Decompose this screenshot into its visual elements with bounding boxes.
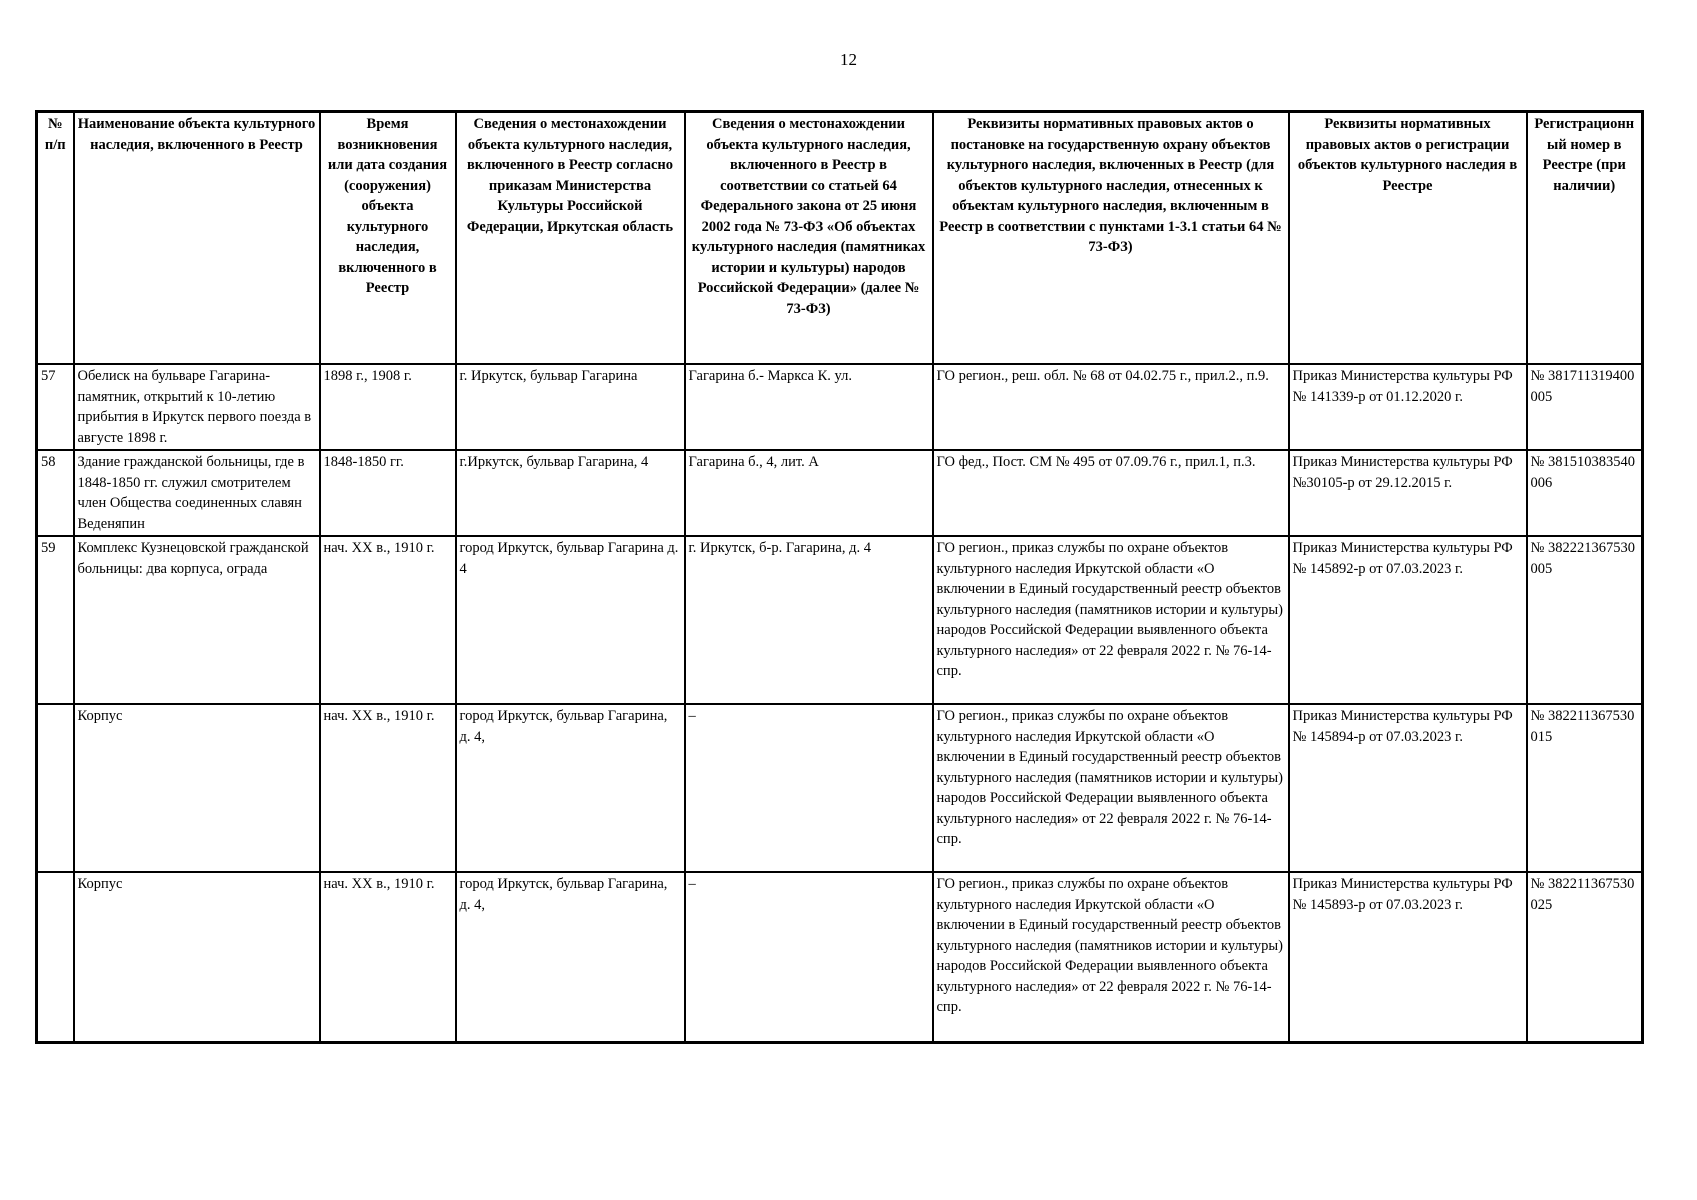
cell-reg-number: № 382211367530025 [1527, 872, 1643, 1043]
cell-location-orders: г. Иркутск, бульвар Гагарина [456, 364, 685, 450]
header-name: Наименование объекта культурного наследия, включенного в Реестр [74, 112, 320, 365]
header-reg-number: Регистрационный номер в Реестре (при наличии) [1527, 112, 1643, 365]
cell-acts-protection: ГО регион., приказ службы по охране объектов культурного наследия Иркутской области «О включении в Единый государственный реестр объектов культурного наследия (памятников истории и культуры) народов Российской Федерации выявленного объекта культурного наследия» от 22 февраля 2022 г. № 76-14-спр. [933, 704, 1289, 872]
cell-location-orders: город Иркутск, бульвар Гагарина д. 4 [456, 536, 685, 704]
page-number: 12 [840, 50, 857, 69]
cell-location-73fz: Гагарина б.- Маркса К. ул. [685, 364, 933, 450]
cell-num: 57 [37, 364, 74, 450]
cell-acts-registration: Приказ Министерства культуры РФ №30105-р от 29.12.2015 г. [1289, 450, 1527, 536]
header-location-orders: Сведения о местонахождении объекта культурного наследия, включенного в Реестр согласно приказам Министерства Культуры Российской Федерации, Иркутская область [456, 112, 685, 365]
cell-location-73fz: г. Иркутск, б-р. Гагарина, д. 4 [685, 536, 933, 704]
cell-location-73fz: Гагарина б., 4, лит. А [685, 450, 933, 536]
cell-date: нач. XX в., 1910 г. [320, 536, 456, 704]
cell-name: Корпус [74, 872, 320, 1043]
table-row [37, 450, 1643, 536]
cell-location-73fz: – [685, 872, 933, 1043]
cell-acts-registration: Приказ Министерства культуры РФ № 141339-р от 01.12.2020 г. [1289, 364, 1527, 450]
cell-date: нач. XX в., 1910 г. [320, 704, 456, 872]
cell-num [37, 872, 74, 1043]
heritage-registry-table [35, 110, 1644, 1044]
cell-reg-number: № 381510383540006 [1527, 450, 1643, 536]
cell-location-orders: город Иркутск, бульвар Гагарина, д. 4, [456, 872, 685, 1043]
cell-location-orders: г.Иркутск, бульвар Гагарина, 4 [456, 450, 685, 536]
cell-acts-protection: ГО фед., Пост. СМ № 495 от 07.09.76 г., прил.1, п.3. [933, 450, 1289, 536]
header-acts-registration: Реквизиты нормативных правовых актов о регистрации объектов культурного наследия в Реестре [1289, 112, 1527, 365]
table-row [37, 872, 1643, 1043]
table-header [37, 112, 1643, 365]
cell-name: Здание гражданской больницы, где в 1848-1850 гг. служил смотрителем член Общества соединенных славян Веденяпин [74, 450, 320, 536]
cell-location-73fz: – [685, 704, 933, 872]
header-num: № п/п [37, 112, 74, 365]
cell-name: Обелиск на бульваре Гагарина- памятник, открытий к 10-летию прибытия в Иркутск первого поезда в августе 1898 г. [74, 364, 320, 450]
cell-date: 1848-1850 гг. [320, 450, 456, 536]
cell-num: 58 [37, 450, 74, 536]
cell-acts-protection: ГО регион., приказ службы по охране объектов культурного наследия Иркутской области «О включении в Единый государственный реестр объектов культурного наследия (памятников истории и культуры) народов Российской Федерации выявленного объекта культурного наследия» от 22 февраля 2022 г. № 76-14-спр. [933, 536, 1289, 704]
table-row [37, 364, 1643, 450]
cell-name: Корпус [74, 704, 320, 872]
cell-date: 1898 г., 1908 г. [320, 364, 456, 450]
cell-num [37, 704, 74, 872]
table-body [37, 364, 1643, 1043]
cell-acts-registration: Приказ Министерства культуры РФ № 145892-р от 07.03.2023 г. [1289, 536, 1527, 704]
header-row [37, 112, 1643, 365]
header-acts-protection: Реквизиты нормативных правовых актов о постановке на государственную охрану объектов культурного наследия, включенных в Реестр (для объектов культурного наследия, отнесенных к объектам культурного наследия, включенным в Реестр в соответствии с пунктами 1-3.1 статьи 64 № 73-ФЗ) [933, 112, 1289, 365]
table-row [37, 536, 1643, 704]
cell-reg-number: № 382221367530005 [1527, 536, 1643, 704]
cell-reg-number: № 381711319400005 [1527, 364, 1643, 450]
cell-acts-registration: Приказ Министерства культуры РФ № 145893-р от 07.03.2023 г. [1289, 872, 1527, 1043]
table-row [37, 704, 1643, 872]
header-date: Время возникновения или дата создания (сооружения) объекта культурного наследия, включенного в Реестр [320, 112, 456, 365]
cell-acts-protection: ГО регион., реш. обл. № 68 от 04.02.75 г., прил.2., п.9. [933, 364, 1289, 450]
cell-location-orders: город Иркутск, бульвар Гагарина, д. 4, [456, 704, 685, 872]
cell-acts-protection: ГО регион., приказ службы по охране объектов культурного наследия Иркутской области «О включении в Единый государственный реестр объектов культурного наследия (памятников истории и культуры) народов Российской Федерации выявленного объекта культурного наследия» от 22 февраля 2022 г. № 76-14-спр. [933, 872, 1289, 1043]
cell-num: 59 [37, 536, 74, 704]
header-location-73fz: Сведения о местонахождении объекта культурного наследия, включенного в Реестр в соответствии со статьей 64 Федерального закона от 25 июня 2002 года № 73-ФЗ «Об объектах культурного наследия (памятниках истории и культуры) народов Российской Федерации» (далее № 73-ФЗ) [685, 112, 933, 365]
cell-name: Комплекс Кузнецовской гражданской больницы: два корпуса, ограда [74, 536, 320, 704]
cell-reg-number: № 382211367530015 [1527, 704, 1643, 872]
cell-date: нач. XX в., 1910 г. [320, 872, 456, 1043]
cell-acts-registration: Приказ Министерства культуры РФ № 145894-р от 07.03.2023 г. [1289, 704, 1527, 872]
